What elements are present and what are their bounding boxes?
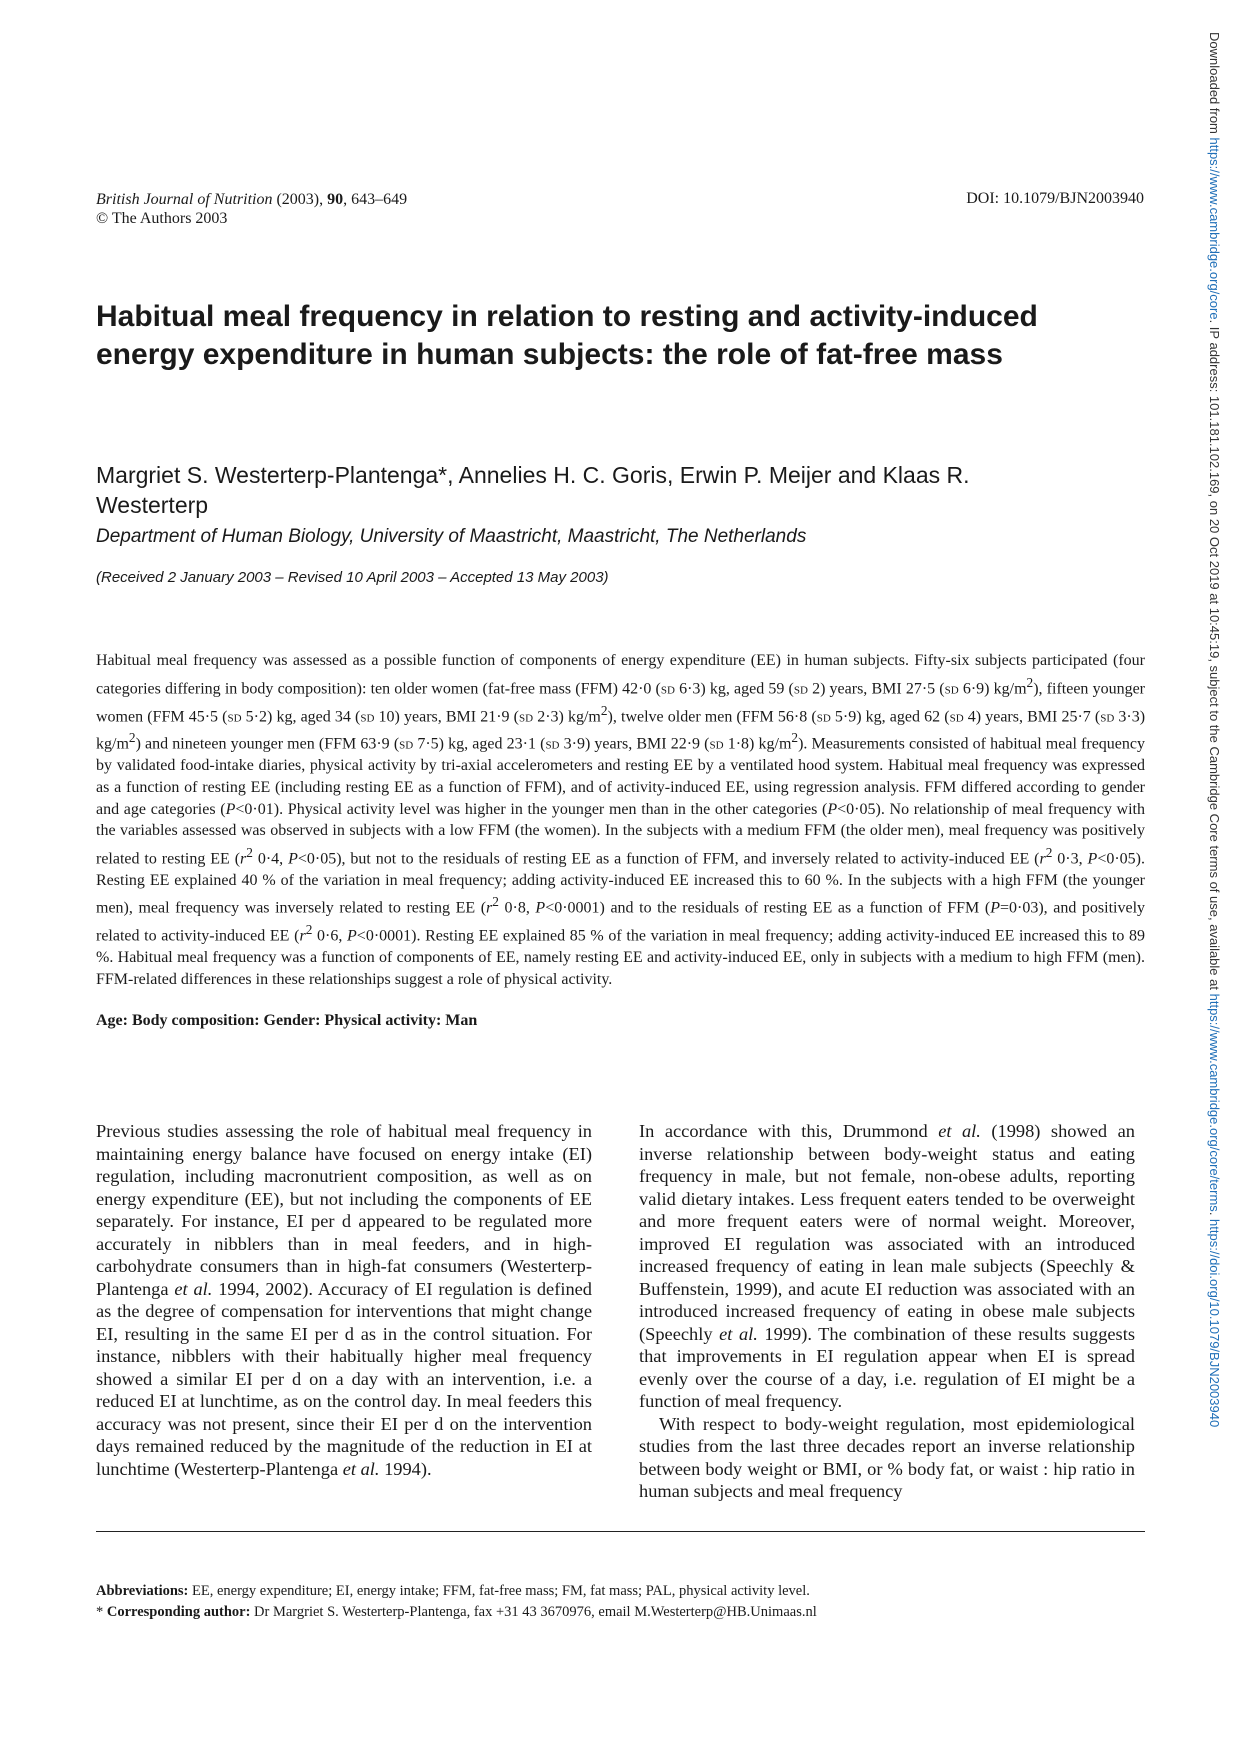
body-paragraph: In accordance with this, Drummond et al. (1998) showed an inverse relationship between body-weight status and eating frequency in male, but not female, non-obese adults, reporting valid dietary intakes. Less frequent eaters tended to be overweight and more frequent eaters were of normal weight. Moreover, improved EI regulation was associated with an introduced increased frequency of eating in lean male subjects (Speechly & Buffenstein, 1999), and acute EI reduction was associated with an introduced increased frequency of eating in obese male subjects (Speechly et al. 1999). The combination of these results suggests that improvements in EI regulation appear when EI is spread evenly over the course of a day, i.e. regulation of EI might be a function of meal frequency. [639, 1121, 1135, 1411]
body-paragraph: With respect to body-weight regulation, most epidemiological studies from the last three decades report an inverse relationship between body weight or BMI, or % body fat, or waist : hip ratio in human subjects and meal frequency [639, 1413, 1135, 1501]
journal-pages: , 643–649 [343, 191, 408, 208]
cambridge-core-link[interactable]: https://www.cambridge.org/core [1207, 137, 1222, 320]
intro-paragraph: Previous studies assessing the role of habitual meal frequency in maintaining energy balance have focused on energy intake (EI) regulation, including macronutrient composition, as well as on energy expenditure (EE), but not including the components of EE separately. For instance, EI per d appeared to be regulated more accurately in nibblers than in meal feeders, and in high-carbohydrate consumers than in high-fat consumers (Westerterp-Plantenga et al. 1994, 2002). Accuracy of EI regulation is defined as the degree of compensation for interventions that might change EI, resulting in the same EI per d as in the control situation. For instance, nibblers with their habitually higher meal frequency showed a similar EI per d on a day with an intervention, i.e. a reduced EI at lunchtime, as on the control day. In meal feeders this accuracy was not present, since their EI per d on the intervention days remained reduced by the magnitude of the reduction in EI at lunchtime (Westerterp-Plantenga et al. 1994). [96, 1121, 592, 1479]
ip-notice: . IP address: 101.181.102.169, on 20 Oct 2019 at 10:45:19, subject to the Cambridge Core terms of use, available at [1207, 319, 1222, 994]
journal-name: British Journal of Nutrition [96, 191, 273, 208]
download-prefix: Downloaded from [1207, 32, 1222, 138]
article-title: Habitual meal frequency in relation to resting and activity-induced energy expenditure in human subjects: the role of fat-free mass [96, 300, 1038, 371]
terms-link[interactable]: https://www.cambridge.org/core/terms [1207, 993, 1222, 1212]
body-column-left [96, 1120, 592, 1480]
affiliation: Department of Human Biology, University of Maastricht, Maastricht, The Netherlands [96, 526, 807, 547]
sidebar-separator: . [1207, 1211, 1222, 1220]
journal-citation [96, 190, 407, 228]
keywords: Age: Body composition: Gender: Physical activity: Man [96, 1012, 478, 1029]
author-list: Margriet S. Westerterp-Plantenga*, Annelies H. C. Goris, Erwin P. Meijer and Klaas R. Westerterp [96, 462, 970, 518]
footnote-divider [96, 1531, 1145, 1532]
download-notice [1207, 32, 1222, 1427]
journal-volume: 90 [327, 191, 344, 208]
doi-link[interactable]: https://doi.org/10.1079/BJN2003940 [1207, 1219, 1222, 1428]
abbreviations-footnote: Abbreviations: EE, energy expenditure; EI, energy intake; FFM, fat-free mass; FM, fat mass; PAL, physical activity level. [96, 1583, 810, 1599]
abstract: Habitual meal frequency was assessed as a possible function of components of energy expenditure (EE) in human subjects. Fifty-six subjects participated (four categories differing in body composition): ten older women (fat-free mass (FFM) 42·0 (sd 6·3) kg, aged 59 (sd 2) years, BMI 27·5 (sd 6·9) $kg/m^2$), fifteen younger women (FFM 45·5 (sd 5·2) kg, aged 34 (sd 10) years, BMI 21·9 (sd 2·3) $kg/m^2$), twelve older men (FFM 56·8 (sd 5·9) kg, aged 62 (sd 4) years, BMI 25·7 (sd 3·3) $kg/m^2$) and nineteen younger men (FFM 63·9 (sd 7·5) kg, aged 23·1 (sd 3·9) years, BMI 22·9 (sd 1·8) $kg/m^2$). Measurements consisted of habitual meal frequency by validated food-intake diaries, physical activity by tri-axial accelerometers and resting EE by a ventilated hood system. Habitual meal frequency was expressed as a function of resting EE (including resting EE as a function of FFM), and of activity-induced EE, using regression analysis. FFM differed according to gender and age categories (P<0·01). Physical activity level was higher in the younger men than in the other categories (P<0·05). No relationship of meal frequency with the variables assessed was observed in subjects with a low FFM (the women). In the subjects with a medium FFM (the older men), meal frequency was positively related to resting EE ($r^2$ 0·4, P<0·05), but not to the residuals of resting EE as a function of FFM, and inversely related to activity-induced EE ($r^2$ 0·3, P<0·05). Resting EE explained 40 % of the variation in meal frequency; adding activity-induced EE increased this to 60 %. In the subjects with a high FFM (the younger men), meal frequency was inversely related to resting EE ($r^2$ 0·8, P<0·0001) and to the residuals of resting EE as a function of FFM (P=0·03), and positively related to activity-induced EE ($r^2$ 0·6, P<0·0001). Resting EE explained 85 % of the variation in meal frequency; adding activity-induced EE increased this to 89 %. Habitual meal frequency was a function of components of EE, namely resting EE and activity-induced EE, only in subjects with a medium to high FFM (men). FFM-related differences in these relationships suggest a role of physical activity. [96, 652, 1146, 988]
corresponding-author-footnote: * Corresponding author: Dr Margriet S. Westerterp-Plantenga, fax +31 43 3670976, email M.Westerterp@HB.Unimaas.nl [96, 1604, 817, 1620]
journal-year: (2003), [276, 191, 324, 208]
download-sidebar [1200, 32, 1230, 1732]
doi-header: DOI: 10.1079/BJN2003940 [966, 190, 1144, 207]
copyright-line: © The Authors 2003 [96, 210, 228, 227]
body-column-right [639, 1120, 1135, 1503]
received-dates: (Received 2 January 2003 – Revised 10 April 2003 – Accepted 13 May 2003) [96, 569, 609, 586]
